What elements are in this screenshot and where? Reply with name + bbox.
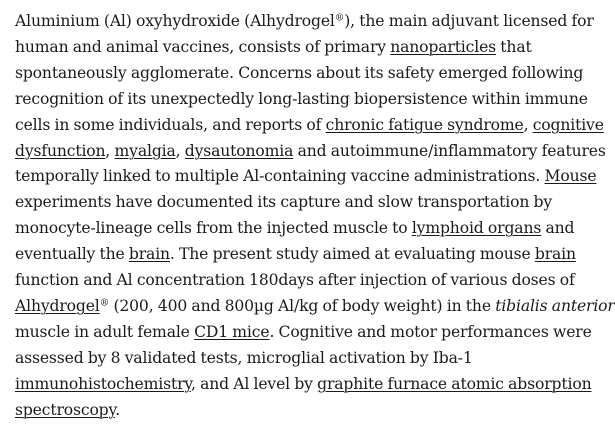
text-run: , (523, 115, 533, 134)
text-line (15, 372, 592, 398)
link-nanoparticles[interactable]: nanoparticles (390, 37, 496, 56)
text-line (15, 139, 606, 165)
link-cognitive-dysfunction[interactable]: dysfunction (15, 141, 106, 160)
text-run: , (105, 141, 115, 160)
link-chronic-fatigue-syndrome[interactable]: chronic fatigue syndrome (325, 115, 524, 134)
text-line (15, 320, 592, 346)
text-line (15, 294, 615, 320)
text-run: Aluminium (Al) oxyhydroxide (Alhydrogel (15, 12, 335, 30)
link-mouse[interactable]: Mouse (544, 167, 597, 186)
text-line (15, 61, 587, 87)
text-run: that (496, 37, 532, 56)
link-gfaas[interactable]: spectroscopy (15, 400, 116, 419)
text-run: and (541, 219, 575, 238)
text-run: cells in some individuals, and reports of (15, 115, 326, 134)
text-run: (200, 400 and 800µg Al/kg of body weight) in the (109, 296, 496, 315)
text-run: human and animal vaccines, consists of primary (15, 37, 391, 56)
link-immunohistochemistry[interactable]: immunohistochemistry (15, 374, 191, 393)
text-run: monocyte-lineage cells from the injected muscle to (15, 219, 412, 238)
link-brain[interactable]: brain (534, 245, 576, 264)
text-line (15, 242, 587, 268)
text-line (15, 87, 587, 113)
link-alhydrogel[interactable]: Alhydrogel (15, 296, 100, 315)
text-run: . Cognitive and motor performances were (269, 322, 592, 341)
italic-term: tibialis anterior (495, 296, 615, 315)
text-run: temporally linked to multiple Al-containing vaccine administrations. (15, 167, 545, 186)
text-run: muscle in adult female (15, 322, 195, 341)
text-line (15, 35, 587, 61)
registered-mark: ® (334, 12, 345, 24)
text-run: recognition of its unexpectedly long-lasting biopersistence within immune (15, 89, 588, 108)
link-cd1-mice[interactable]: CD1 mice (194, 322, 270, 341)
link-cognitive-dysfunction[interactable]: cognitive (532, 115, 604, 134)
text-run: , and Al level by (190, 374, 318, 393)
text-run: eventually the (15, 245, 129, 264)
text-line (15, 164, 597, 190)
text-run: and autoimmune/inflammatory features (293, 141, 606, 160)
link-gfaas[interactable]: graphite furnace atomic absorption (317, 374, 592, 393)
text-line (15, 9, 594, 35)
link-myalgia[interactable]: myalgia (114, 141, 176, 160)
text-run: . The present study aimed at evaluating mouse (169, 245, 535, 264)
text-run: experiments have documented its capture and slow transportation by (15, 193, 553, 212)
link-brain[interactable]: brain (128, 245, 170, 264)
link-dysautonomia[interactable]: dysautonomia (184, 141, 294, 160)
text-run: function and Al concentration 180days after injection of various doses of (15, 271, 575, 290)
text-run: assessed by 8 validated tests, microglial activation by Iba-1 (15, 348, 473, 367)
text-run: . (115, 400, 120, 419)
text-line (15, 190, 587, 216)
text-line (15, 268, 587, 294)
link-lymphoid-organs[interactable]: lymphoid organs (411, 219, 542, 238)
abstract-paragraph (15, 9, 615, 424)
text-line (15, 398, 587, 424)
text-run: , (175, 141, 185, 160)
text-run: spontaneously agglomerate. Concerns about its safety emerged following (15, 63, 584, 82)
text-run: ), the main adjuvant licensed for (344, 12, 594, 30)
text-line (15, 113, 604, 139)
text-line (15, 346, 587, 372)
registered-mark: ® (99, 297, 110, 309)
text-line (15, 216, 587, 242)
